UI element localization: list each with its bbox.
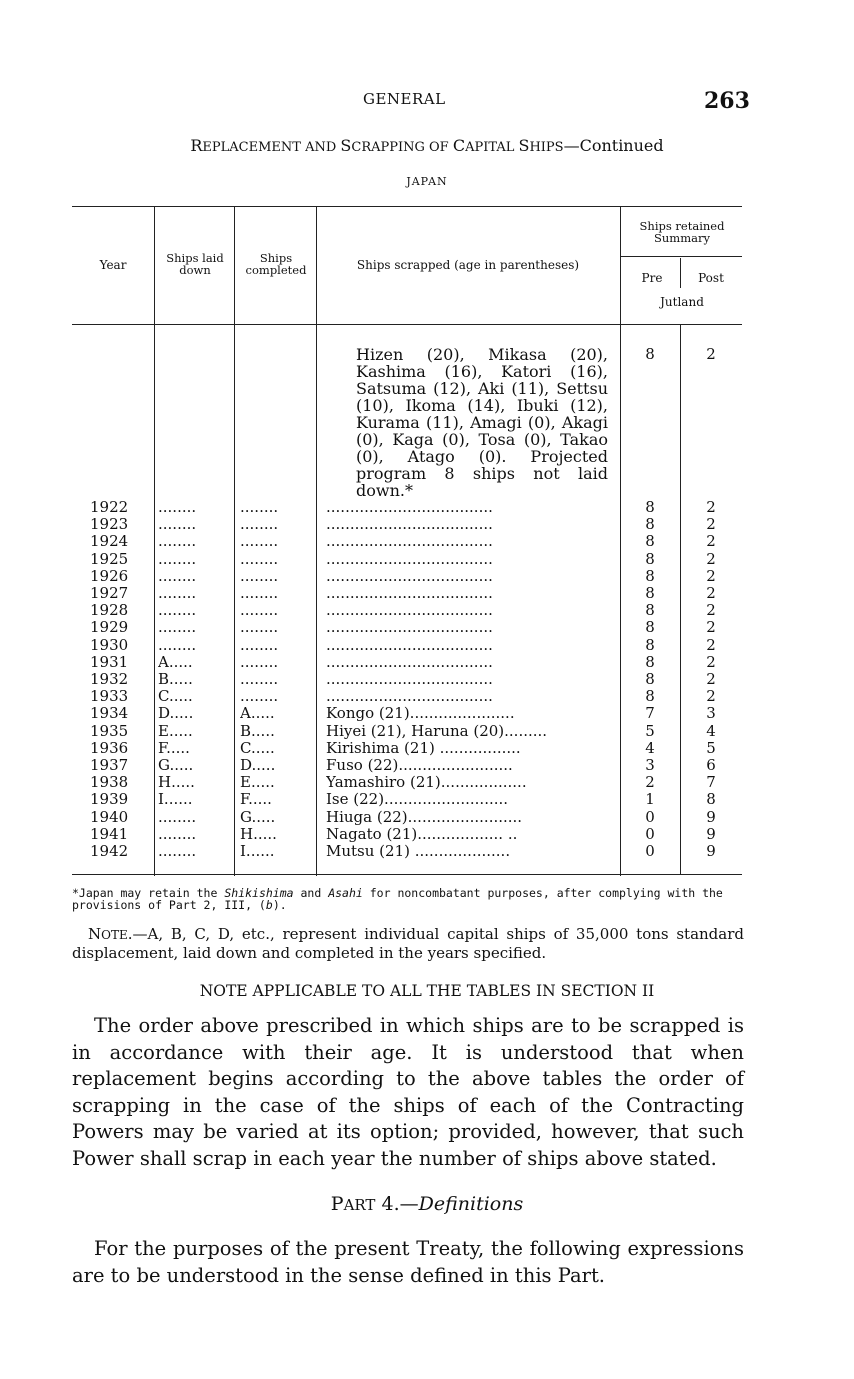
footnote-letter: b — [265, 898, 273, 912]
row-year: 1926 — [90, 567, 129, 585]
row-year: 1930 — [90, 636, 129, 654]
row-scrapped: Kirishima (21) ................. — [326, 739, 521, 757]
row-scrapped: ................................... — [326, 516, 493, 534]
row-completed: B..... — [240, 722, 275, 740]
row-completed: ........ — [240, 619, 279, 637]
title-continued: —Continued — [563, 136, 664, 155]
row-pre: 8 — [645, 636, 655, 654]
row-pre: 8 — [645, 567, 655, 585]
row-post: 2 — [706, 619, 716, 637]
row-year: 1929 — [90, 619, 129, 637]
row-pre: 2 — [645, 774, 655, 792]
note-heading: NOTE APPLICABLE TO ALL THE TABLES IN SECTION II — [199, 982, 655, 1000]
row-pre: 8 — [645, 499, 655, 516]
row-post: 2 — [706, 567, 716, 585]
row-pre: 1 — [645, 791, 655, 809]
row-year: 1922 — [90, 499, 129, 516]
row-laid-down: ........ — [158, 636, 197, 654]
row-completed: ........ — [240, 516, 279, 534]
row-scrapped: Mutsu (21) .................... — [326, 843, 511, 860]
header-post: Post — [698, 271, 724, 285]
row-post: 6 — [706, 757, 716, 774]
row-completed: G..... — [240, 808, 276, 826]
row-scrapped: ................................... — [326, 636, 493, 654]
row-laid-down: B..... — [158, 671, 193, 688]
row-post: 2 — [706, 671, 716, 688]
title-part: APITAL — [465, 140, 519, 155]
row-laid-down: H..... — [158, 774, 195, 792]
row-post: 2 — [706, 636, 716, 654]
note — [72, 925, 744, 962]
row-post: 2 — [706, 688, 716, 706]
row-laid-down: ........ — [158, 602, 197, 620]
table-title — [0, 136, 854, 155]
title-part: EPLACEMENT AND — [202, 140, 341, 155]
footnote-text: and — [293, 886, 329, 900]
row-scrapped: ................................... — [326, 533, 493, 551]
row-pre: 8 — [645, 533, 655, 551]
row-completed: ........ — [240, 567, 279, 585]
row-year: 1928 — [90, 602, 129, 620]
replacement-table — [72, 206, 742, 876]
header-completed: Ships completed — [245, 251, 307, 277]
row-post: 5 — [706, 739, 716, 757]
initial-pre-count: 8 — [645, 346, 655, 363]
row-scrapped: Ise (22).......................... — [326, 791, 509, 809]
row-post: 2 — [706, 550, 716, 568]
row-pre: 8 — [645, 653, 655, 671]
part-label: ART — [343, 1196, 376, 1214]
part-heading — [0, 1193, 854, 1215]
row-pre: 8 — [645, 671, 655, 688]
summary-rule — [620, 256, 742, 257]
row-completed: ........ — [240, 533, 279, 551]
note-text: A, B, C, D, etc., represent individual capital ships of 35,000 tons standard displacement, laid down and completed in the years specified. — [72, 925, 744, 962]
row-completed: ........ — [240, 688, 279, 706]
header-rule — [72, 324, 742, 325]
row-scrapped: ................................... — [326, 671, 493, 688]
row-scrapped: ................................... — [326, 550, 493, 568]
row-completed: E..... — [240, 774, 275, 792]
initial-post-count: 2 — [706, 346, 716, 363]
row-laid-down: ........ — [158, 550, 197, 568]
row-scrapped: ................................... — [326, 688, 493, 706]
title-part: HIPS — [529, 140, 564, 155]
row-scrapped: ................................... — [326, 619, 493, 637]
row-year: 1937 — [90, 757, 129, 774]
row-completed: F..... — [240, 791, 272, 809]
footnote-ship-name: Asahi — [328, 886, 363, 900]
row-post: 7 — [706, 774, 716, 792]
row-post: 2 — [706, 499, 716, 516]
header-year: Year — [99, 258, 127, 272]
column-rule — [316, 206, 317, 876]
row-laid-down: ........ — [158, 516, 197, 534]
row-post: 3 — [706, 705, 716, 723]
column-rule — [234, 206, 235, 876]
row-post: 9 — [706, 808, 716, 826]
title-cap: S — [340, 136, 352, 155]
row-post: 2 — [706, 585, 716, 602]
row-scrapped: Hiyei (21), Haruna (20)......... — [326, 722, 548, 740]
row-completed: ........ — [240, 671, 279, 688]
row-year: 1932 — [90, 671, 129, 688]
row-completed: I...... — [240, 843, 275, 860]
row-completed: ........ — [240, 602, 279, 620]
row-post: 2 — [706, 516, 716, 534]
row-laid-down: ........ — [158, 825, 197, 843]
row-completed: C..... — [240, 739, 275, 757]
row-completed: A..... — [240, 705, 275, 723]
title-cap: S — [518, 136, 530, 155]
header-jutland: Jutland — [660, 295, 704, 309]
header-retained: Ships retained Summary — [639, 219, 725, 245]
row-pre: 8 — [645, 688, 655, 706]
header-scrapped: Ships scrapped (age in parentheses) — [356, 258, 580, 272]
row-pre: 8 — [645, 585, 655, 602]
row-scrapped: ................................... — [326, 602, 493, 620]
row-laid-down: ........ — [158, 585, 197, 602]
row-scrapped: ................................... — [326, 567, 493, 585]
table-top-rule — [72, 206, 742, 207]
row-year: 1931 — [90, 653, 129, 671]
part-number: 4.— — [375, 1193, 419, 1215]
row-year: 1939 — [90, 791, 129, 809]
footnote-text: ). — [272, 898, 287, 912]
country-label: JAPAN — [406, 175, 448, 188]
row-post: 9 — [706, 843, 716, 860]
row-pre: 3 — [645, 757, 655, 774]
row-year: 1923 — [90, 516, 129, 534]
note-label: OTE — [101, 928, 128, 942]
note-dash: .— — [127, 925, 148, 943]
row-laid-down: C..... — [158, 688, 193, 706]
row-pre: 0 — [645, 843, 655, 860]
row-completed: H..... — [240, 825, 277, 843]
row-laid-down: ........ — [158, 808, 197, 826]
row-year: 1935 — [90, 722, 129, 740]
row-year: 1933 — [90, 688, 129, 706]
footnote-text: *Japan may retain the — [72, 886, 225, 900]
row-completed: ........ — [240, 653, 279, 671]
row-scrapped: Fuso (22)........................ — [326, 757, 513, 774]
row-year: 1940 — [90, 808, 129, 826]
row-year: 1938 — [90, 774, 129, 792]
row-year: 1934 — [90, 705, 129, 723]
row-year: 1942 — [90, 843, 129, 860]
page-number: 263 — [704, 88, 750, 114]
row-laid-down: ........ — [158, 499, 197, 516]
part-title: Definitions — [418, 1193, 524, 1215]
row-completed: ........ — [240, 550, 279, 568]
row-pre: 8 — [645, 619, 655, 637]
paragraph-definitions — [72, 1236, 744, 1289]
row-pre: 8 — [645, 602, 655, 620]
row-post: 2 — [706, 533, 716, 551]
row-year: 1925 — [90, 550, 129, 568]
row-completed: ........ — [240, 636, 279, 654]
row-pre: 4 — [645, 739, 655, 757]
footnote — [72, 887, 744, 911]
row-scrapped: ................................... — [326, 653, 493, 671]
part-label: P — [330, 1193, 344, 1215]
row-scrapped: Nagato (21).................. .. — [326, 825, 518, 843]
row-completed: ........ — [240, 585, 279, 602]
row-laid-down: I...... — [158, 791, 193, 809]
paragraph-text: The order above prescribed in which ships are to be scrapped is in accordance with their age. It is understood that when replacement begins according to the above tables the order of scrapping in the case of the ships of each of the Contracting Powers may be varied at its option; provided, however, that such Power shall scrap in each year the number of ships above stated. — [72, 1014, 744, 1170]
row-laid-down: ........ — [158, 567, 197, 585]
note-label: N — [88, 925, 102, 943]
row-laid-down: ........ — [158, 619, 197, 637]
row-year: 1924 — [90, 533, 129, 551]
header-laid-down: Ships laid down — [166, 251, 224, 277]
section-heading: GENERAL — [363, 90, 446, 108]
row-laid-down: E..... — [158, 722, 193, 740]
initial-scrapped-list: Hizen (20), Mikasa (20), Kashima (16), Katori (16), Satsuma (12), Aki (11), Settsu (10), Ikoma (14), Ibuki (12), Kurama (11), Amagi (0), Akagi (0), Kaga (0), Tosa (0), Takao (0), Atago (0). Projected program 8 ships not laid down.* — [356, 345, 608, 500]
row-laid-down: G..... — [158, 757, 194, 774]
row-completed: ........ — [240, 499, 279, 516]
row-post: 4 — [706, 722, 716, 740]
row-laid-down: ........ — [158, 533, 197, 551]
row-completed: D..... — [240, 757, 276, 774]
row-pre: 7 — [645, 705, 655, 723]
title-part: CRAPPING OF — [351, 140, 453, 155]
table-bottom-rule — [72, 874, 742, 875]
row-pre: 8 — [645, 516, 655, 534]
row-laid-down: A..... — [158, 653, 193, 671]
row-laid-down: D..... — [158, 705, 194, 723]
row-post: 2 — [706, 653, 716, 671]
title-cap: R — [190, 136, 203, 155]
pre-post-rule — [680, 258, 681, 288]
row-post: 2 — [706, 602, 716, 620]
footnote-ship-name: Shikishima — [224, 886, 294, 900]
row-scrapped: Kongo (21)...................... — [326, 705, 515, 723]
row-laid-down: F..... — [158, 739, 190, 757]
row-scrapped: ................................... — [326, 585, 493, 602]
row-year: 1941 — [90, 825, 129, 843]
row-year: 1936 — [90, 739, 129, 757]
row-scrapped: ................................... — [326, 499, 493, 516]
row-pre: 0 — [645, 808, 655, 826]
paragraph-order — [72, 1013, 744, 1172]
row-year: 1927 — [90, 585, 129, 602]
row-scrapped: Hiuga (22)........................ — [326, 808, 523, 826]
row-pre: 0 — [645, 825, 655, 843]
row-post: 9 — [706, 825, 716, 843]
row-scrapped: Yamashiro (21).................. — [326, 774, 527, 792]
paragraph-text: For the purposes of the present Treaty, the following expressions are to be understood in the sense defined in this Part. — [72, 1237, 744, 1287]
footnote-text: for noncombatant purposes, after complying with the provisions of Part 2, III, ( — [72, 886, 723, 912]
column-rule — [154, 206, 155, 876]
row-post: 8 — [706, 791, 716, 809]
row-laid-down: ........ — [158, 843, 197, 860]
row-pre: 5 — [645, 722, 655, 740]
title-cap: C — [452, 136, 466, 155]
row-pre: 8 — [645, 550, 655, 568]
header-pre: Pre — [641, 271, 663, 285]
